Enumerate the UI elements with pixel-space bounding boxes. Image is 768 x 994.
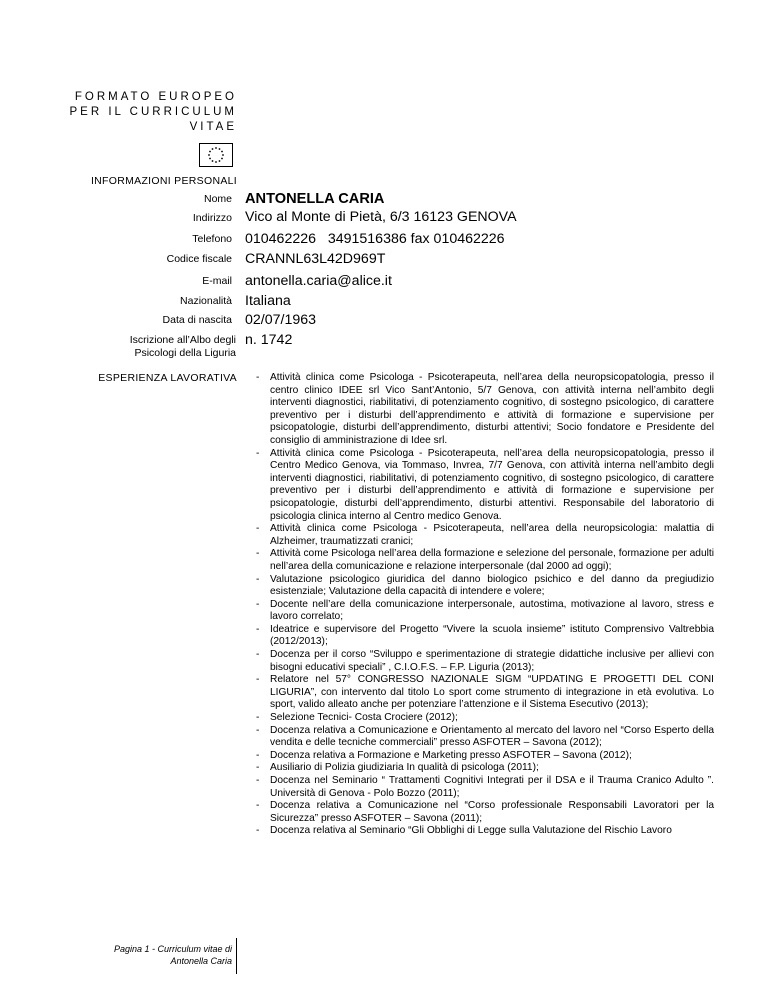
footer-divider <box>236 938 237 974</box>
value-codice-fiscale: CRANNL63L42D969T <box>245 251 386 267</box>
personal-info-title: INFORMAZIONI PERSONALI <box>90 175 237 187</box>
value-data-nascita: 02/07/1963 <box>245 312 317 328</box>
list-item: - Relatore nel 57° CONGRESSO NAZIONALE SIGM “UPDATING E PROGETTI DEL CONI LIGURIA”, con intervento dal titolo Lo sport come strumento di integrazione in età evolutiva. Lo sport, valido alleato anche per potenziare l’attenzione e il Sistema Esecutivo (2013); <box>256 674 714 711</box>
label-nome: Nome <box>203 193 232 205</box>
footer-line-2: Antonella Caria <box>170 956 232 966</box>
list-item: - Ausiliario di Polizia giudiziaria In qualità di psicologa (2011); <box>256 762 539 774</box>
list-item: - Docente nell’are della comunicazione interpersonale, autostima, motivazione al lavoro, stress e lavoro correlato; <box>256 598 714 623</box>
list-item: - Attività clinica come Psicologa - Psicoterapeuta, nell’area della neuropsicopatologia, presso il Centro Medico Genova, via Tommaso, Invrea, 7/7 Genova, con attività interna nell’ambito degli interventi diagnostici, riabilitativi, di potenziamento cognitivo, di sostegno psicologico, di carattere preventivo per i disturbi dell’apprendimento e attività di formazione e supervisione per psicopatologie, disturbi dell’apprendimento, disturbi attentivi. Responsabile del laboratorio di psicologia clinica interno al Centro medico Genova. <box>256 447 714 522</box>
label-email: E-mail <box>202 275 232 287</box>
label-albo <box>0 334 236 360</box>
list-item: - Attività clinica come Psicologa - Psicoterapeuta, nell’area della neuropsicologia: malattia di Alzheimer, traumatizzati cranici; <box>256 523 714 547</box>
cv-header <box>0 90 237 135</box>
list-item: - Selezione Tecnici- Costa Crociere (2012); <box>256 712 458 724</box>
list-item: - Attività come Psicologa nell’area della formazione e selezione del personale, formazione per adulti nell’area della comunicazione e relazione interpersonale (dal 2000 ad oggi); <box>256 548 714 572</box>
label-indirizzo: Indirizzo <box>192 212 232 224</box>
label-albo-text: Iscrizione all’Albo degli Psicologi della Liguria <box>129 334 236 359</box>
list-item: - Docenza relativa a Comunicazione e Orientamento al mercato del lavoro nel “Corso Esperto della vendita e delle tecniche commerciali” presso ASFOTER – Savona (2012); <box>256 724 714 749</box>
page-footer <box>0 943 232 967</box>
list-item: - Docenza relativa al Seminario “Gli Obblighi di Legge sulla Valutazione del Rischio Lavoro <box>256 825 672 837</box>
header-line-2: PER IL CURRICULUM <box>69 106 237 118</box>
value-email: antonella.caria@alice.it <box>245 273 392 289</box>
value-nome: ANTONELLA CARIA <box>245 191 385 207</box>
experience-list <box>256 372 714 838</box>
value-nazionalita: Italiana <box>245 293 291 309</box>
label-nazionalita: Nazionalità <box>180 295 232 307</box>
list-item: - Ideatrice e supervisore del Progetto “Vivere la scuola insieme” istituto Comprensivo Valtrebbia (2012/2013); <box>256 623 714 648</box>
value-telefono: 010462226 3491516386 fax 010462226 <box>245 231 505 247</box>
label-codice-fiscale: Codice fiscale <box>166 253 232 265</box>
list-item: - Docenza nel Seminario “ Trattamenti Cognitivi Integrati per il DSA e il Trauma Cranico Adulto ”. Università di Genova - Polo Bozzo (2011); <box>256 775 714 799</box>
list-item: - Attività clinica come Psicologa - Psicoterapeuta, nell’area della neuropsicopatologia, presso il centro clinico IDEE srl Vico Sant’Antonio, 5/7 Genova, con attività interna nell’ambito degli interventi diagnostici, riabilitativi, di potenziamento cognitivo, di sostegno psicologico, di carattere preventivo per i disturbi dell’apprendimento e attività di formazione e supervisione per psicopatologie, disturbi dell’apprendimento, disturbi attentivi; Socio fondatore e Presidente del consiglio di amministrazione di Idee srl. <box>256 372 714 446</box>
header-line-1: FORMATO EUROPEO <box>74 91 237 103</box>
list-item: - Docenza relativa a Comunicazione nel “Corso professionale Responsabili Lavoratori per la Sicurezza” presso ASFOTER – Savona (2011); <box>256 800 714 824</box>
header-line-3: VITAE <box>189 121 237 133</box>
footer-line-1: Pagina 1 - Curriculum vitae di <box>113 944 232 954</box>
experience-title: ESPERIENZA LAVORATIVA <box>98 372 237 384</box>
label-data-nascita: Data di nascita <box>162 314 232 326</box>
value-indirizzo: Vico al Monte di Pietà, 6/3 16123 GENOVA <box>245 209 517 225</box>
eu-flag-icon <box>199 143 233 167</box>
value-albo: n. 1742 <box>245 332 293 348</box>
list-item: - Docenza relativa a Formazione e Marketing presso ASFOTER – Savona (2012); <box>256 749 632 761</box>
list-item: - Valutazione psicologico giuridica del danno biologico psichico e del danno da pregiudizio esistenziale; Valutazione della capacità di intendere e volere; <box>256 573 714 598</box>
label-telefono: Telefono <box>192 233 232 245</box>
list-item: - Docenza per il corso “Sviluppo e sperimentazione di strategie didattiche inclusive per allievi con bisogni educativi speciali” , C.I.O.F.S. – F.P. Liguria (2013); <box>256 649 714 673</box>
